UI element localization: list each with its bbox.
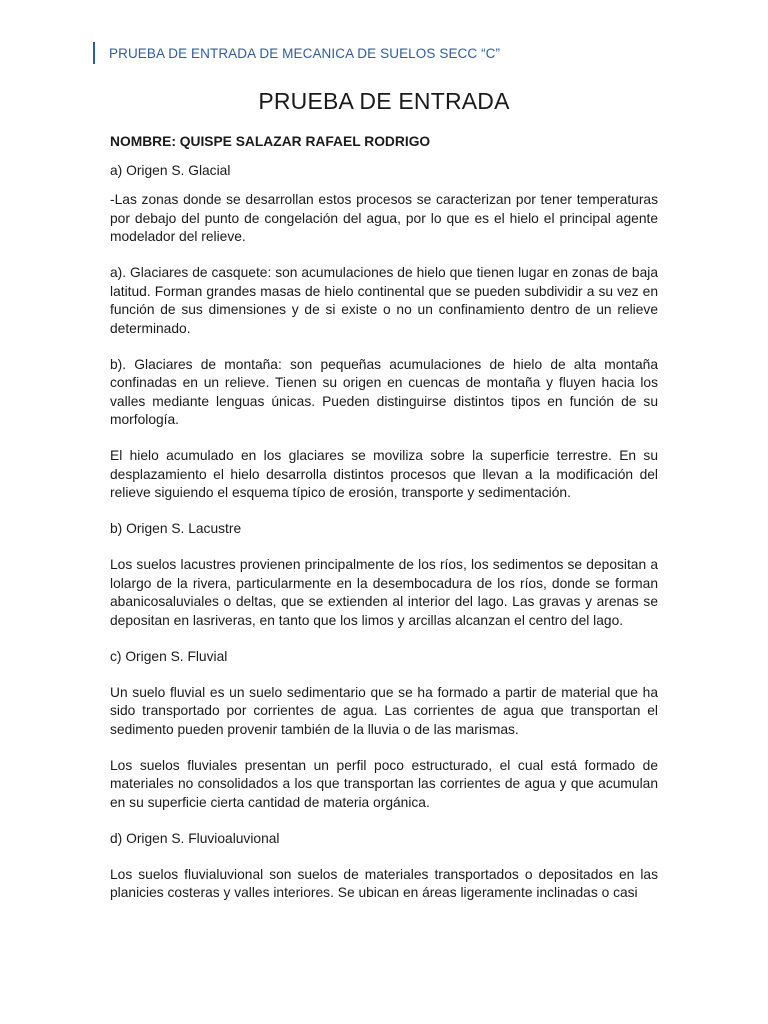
paragraph-fluvial-1: Un suelo fluvial es un suelo sedimentario que se ha formado a partir de material que ha sido transportado por corrientes de agua. Las corrientes de agua que transportan el sedimento pueden provenir también de la lluvia o de las marismas. [110,684,658,737]
paragraph-fluvioaluvional: Los suelos fluvialuvional son suelos de materiales transportados o depositados en las planicies costeras y valles interiores. Se ubican en áreas ligeramente inclinadas o casi [110,866,658,900]
student-name: NOMBRE: QUISPE SALAZAR RAFAEL RODRIGO [110,134,431,149]
page-header [93,42,500,64]
section-heading-glacial: a) Origen S. Glacial [110,162,231,178]
paragraph-glaciares-casquete: a). Glaciares de casquete: son acumulaciones de hielo que tienen lugar en zonas de baja latitud. Forman grandes masas de hielo continental que se pueden subdividir a su vez en función de sus dimensiones y de si existe o no un confinamiento dentro de un relieve determinado. [110,265,658,336]
section-heading-fluvioaluvional: d) Origen S. Fluvioaluvional [110,830,280,846]
section-heading-lacustre: b) Origen S. Lacustre [110,521,242,536]
header-title: PRUEBA DE ENTRADA DE MECANICA DE SUELOS SECC “C” [109,45,501,61]
paragraph-glaciares-montana: b). Glaciares de montaña: son pequeñas acumulaciones de hielo de alta montaña confinadas en un relieve. Tienen su origen en cuencas de montaña y fluyen hacia los valles mediante lenguas únicas. Pueden distinguirse distintos tipos en función de su morfología. [110,356,658,427]
paragraph-hielo-acumulado: El hielo acumulado en los glaciares se moviliza sobre la superficie terrestre. En su desplazamiento el hielo desarrolla distintos procesos que llevan a la modificación del relieve siguiendo el esquema típico de erosión, transporte y sedimentación. [110,448,658,500]
paragraph-lacustre: Los suelos lacustres provienen principalmente de los ríos, los sedimentos se depositan a lolargo de la rivera, particularmente en la desembocadura de los ríos, donde se forman abanicosaluviales o deltas, que se extienden al interior del lago. Las gravas y arenas se depositan en lasriveras, en tanto que los limos y arcillas alcanzan el centro del lago. [110,557,658,628]
document-body [110,133,658,920]
paragraph-fluvial-2: Los suelos fluviales presentan un perfil poco estructurado, el cual está formado de materiales no consolidados a los que transportan las corrientes de agua y que acumulan en su superficie cierta cantidad de materia orgánica. [110,757,658,810]
paragraph-glacial-intro: -Las zonas donde se desarrollan estos procesos se caracterizan por tener temperaturas por debajo del punto de congelación del agua, por lo que es el hielo el principal agente modelador del relieve. [110,192,658,244]
document-title: PRUEBA DE ENTRADA [258,88,510,114]
section-heading-fluvial: c) Origen S. Fluvial [110,648,228,664]
